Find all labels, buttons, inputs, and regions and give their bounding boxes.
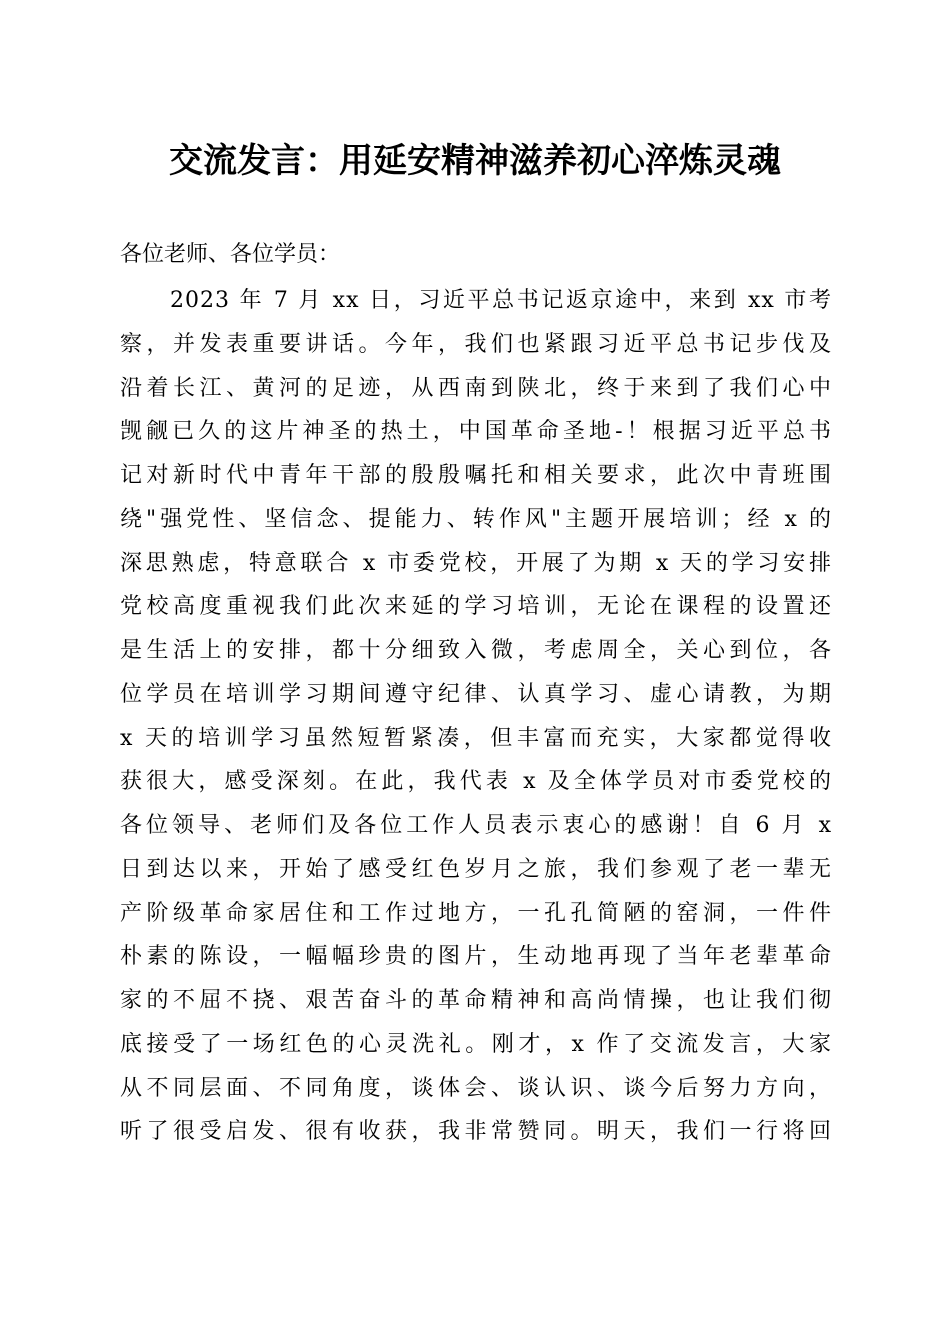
paragraph-line: x 天的培训学习虽然短暂紧凑，但丰富而充实，大家都觉得收 [120,725,832,751]
paragraph-line: 位学员在培训学习期间遵守纪律、认真学习、虚心请教，为期 [120,681,832,707]
paragraph-line: 沿着长江、黄河的足迹，从西南到陕北，终于来到了我们心中 [120,375,832,401]
paragraph-line: 获很大，感受深刻。在此，我代表 x 及全体学员对市委党校的 [120,769,832,795]
salutation: 各位老师、各位学员： [120,242,341,267]
paragraph-line: 是生活上的安排，都十分细致入微，考虑周全，关心到位，各 [120,638,832,663]
paragraph-line: 绕"强党性、坚信念、提能力、转作风"主题开展培训；经 x 的 [120,506,832,532]
paragraph-line: 觊觎已久的这片神圣的热土，中国革命圣地-！根据习近平总书 [120,419,832,445]
document-title: 交流发言：用延安精神滋养初心淬炼灵魂 [169,141,781,181]
paragraph-line: 家的不屈不挠、艰苦奋斗的革命精神和高尚情操，也让我们彻 [120,988,832,1013]
paragraph-line: 党校高度重视我们此次来延的学习培训，无论在课程的设置还 [120,594,832,620]
body-paragraph [120,279,832,1154]
paragraph-line: 记对新时代中青年干部的殷殷嘱托和相关要求，此次中青班围 [120,463,832,488]
paragraph-line: 日到达以来，开始了感受红色岁月之旅，我们参观了老一辈无 [120,856,832,882]
paragraph-line: 听了很受启发、很有收获，我非常赞同。明天，我们一行将回 [120,1119,832,1145]
paragraph-line: 底接受了一场红色的心灵洗礼。刚才，x 作了交流发言，大家 [120,1031,832,1057]
paragraph-line: 各位领导、老师们及各位工作人员表示衷心的感谢！自 6 月 x [120,813,832,838]
paragraph-line: 朴素的陈设，一幅幅珍贵的图片，生动地再现了当年老辈革命 [120,944,832,970]
paragraph-line: 从不同层面、不同角度，谈体会、谈认识、谈今后努力方向， [120,1075,832,1101]
paragraph-line: 深思熟虑，特意联合 x 市委党校，开展了为期 x 天的学习安排 [120,550,832,576]
paragraph-line: 2023 年 7 月 xx 日，习近平总书记返京途中，来到 xx 市考 [170,288,832,313]
paragraph-line: 察，并发表重要讲话。今年，我们也紧跟习近平总书记步伐及 [120,331,832,357]
paragraph-line: 产阶级革命家居住和工作过地方，一孔孔简陋的窑洞，一件件 [120,900,832,926]
